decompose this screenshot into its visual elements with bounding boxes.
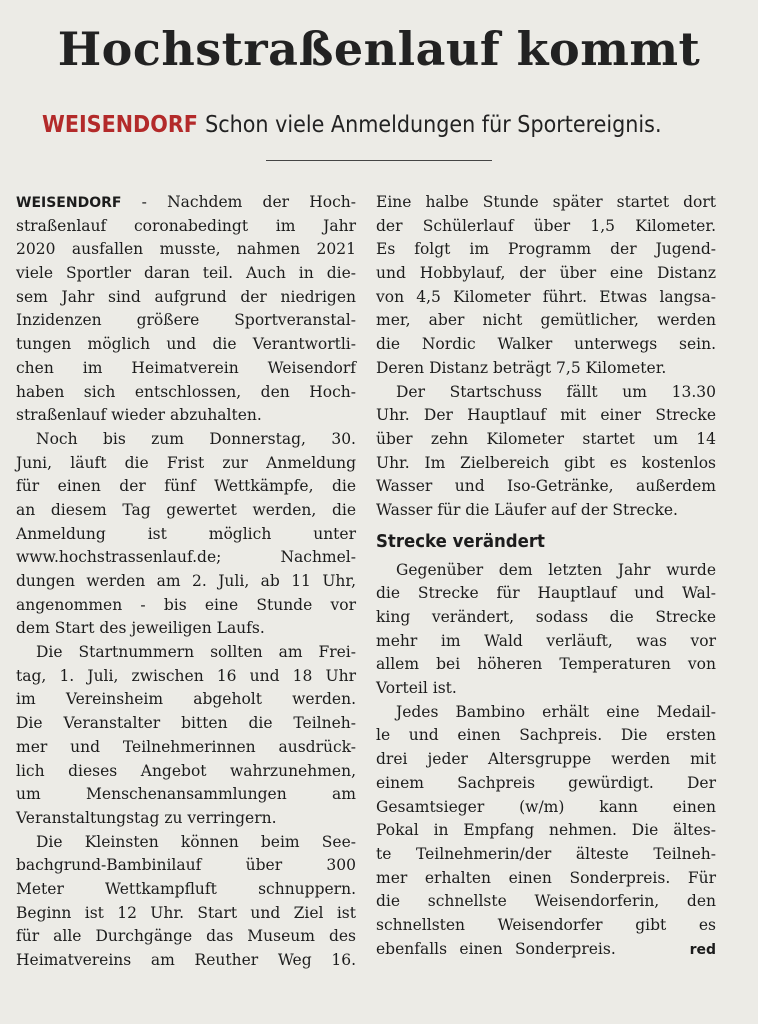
left-column (16, 191, 356, 973)
text-line (376, 938, 716, 962)
headline: Hochstraßenlauf kommt (57, 22, 701, 76)
subtitle: Schon viele Anmeldungen für Sportereignis. (205, 112, 662, 138)
text-line: Der Startschuss fällt um 13.30 (396, 382, 716, 401)
text-line: die Strecke für Hauptlauf und Wal- (376, 584, 716, 603)
text-line: Deren Distanz beträgt 7,5 Kilometer. (376, 358, 667, 377)
text-line: Beginn ist 12 Uhr. Start und Ziel ist (16, 903, 356, 922)
text-line: Vorteil ist. (376, 679, 457, 698)
text-line: Heimatvereins am Reuther Weg 16. (16, 951, 356, 969)
text-line: um Menschenansammlungen am (16, 785, 356, 804)
text-line: Die Veranstalter bitten die Teilneh- (16, 714, 356, 733)
author-signature: red (689, 941, 717, 958)
text-line: chen im Heimatverein Weisendorf (16, 358, 356, 377)
divider-rule (266, 160, 492, 161)
text-line: Die Kleinsten können beim See- (36, 832, 356, 851)
text-line-content: ebenfalls einen Sonderpreis. (376, 939, 616, 958)
text-line: Gesamtsieger (w/m) kann einen (376, 797, 716, 816)
text-line: für alle Durchgänge das Museum des (16, 927, 356, 946)
text-line (16, 191, 356, 215)
dateline: WEISENDORF (16, 195, 122, 211)
text-line: Uhr. Der Hauptlauf mit einer Strecke (376, 406, 716, 425)
text-line: Veranstaltungstag zu verringern. (16, 808, 277, 827)
text-line: mer erhalten einen Sonderpreis. Für (376, 868, 716, 887)
text-line: king verändert, sodass die Strecke (376, 608, 716, 626)
right-column (376, 191, 716, 961)
text-line: angenommen - bis eine Stunde vor (16, 595, 356, 614)
text-line: drei jeder Altersgruppe werden mit (376, 750, 716, 769)
text-line: und Hobbylauf, der über eine Distanz (376, 264, 716, 283)
text-line: der Schülerlauf über 1,5 Kilometer. (376, 216, 716, 235)
text-line: im Vereinsheim abgeholt werden. (16, 690, 356, 709)
subline (42, 112, 672, 138)
text-line: von 4,5 Kilometer führt. Etwas langsa- (376, 287, 716, 306)
text-line: für einen der fünf Wettkämpfe, die (16, 477, 356, 496)
text-line: sem Jahr sind aufgrund der niedrigen (16, 287, 356, 306)
text-line: allem bei höheren Temperaturen von (376, 655, 716, 674)
text-line: lich dieses Angebot wahrzunehmen, (16, 761, 356, 780)
text-line: an diesem Tag gewertet werden, die (16, 500, 356, 519)
text-line: die Nordic Walker unterwegs sein. (376, 335, 716, 354)
text-line: Juni, läuft die Frist zur Anmeldung (16, 453, 356, 472)
text-line: tungen möglich und die Verantwortli- (16, 335, 356, 354)
text-line: Die Startnummern sollten am Frei- (36, 643, 356, 662)
text-line: tag, 1. Juli, zwischen 16 und 18 Uhr (16, 666, 356, 685)
section-subheading: Strecke verändert (376, 530, 545, 552)
text-line: le und einen Sachpreis. Die ersten (376, 726, 716, 745)
text-line: Anmeldung ist möglich unter (16, 524, 356, 543)
text-line: 2020 ausfallen musste, nahmen 2021 (16, 240, 356, 259)
text-line: te Teilnehmerin/der älteste Teilneh- (376, 844, 716, 863)
text-line: Pokal in Empfang nehmen. Die ältes- (376, 821, 716, 840)
text-line: mer, aber nicht gemütlicher, werden (376, 311, 716, 330)
text-line: www.hochstrassenlauf.de; Nachmel- (16, 548, 356, 567)
kicker: WEISENDORF (42, 112, 198, 138)
text-line: Gegenüber dem letzten Jahr wurde (396, 560, 716, 579)
text-line: schnellsten Weisendorfer gibt es (376, 915, 716, 934)
text-line: haben sich entschlossen, den Hoch- (16, 382, 356, 401)
text-line: mer und Teilnehmerinnen ausdrück- (16, 737, 356, 756)
text-line: Inzidenzen größere Sportveranstal- (16, 311, 356, 330)
text-line: Es folgt im Programm der Jugend- (376, 240, 716, 259)
text-line: über zehn Kilometer startet um 14 (376, 429, 716, 448)
text-line: einem Sachpreis gewürdigt. Der (376, 773, 716, 792)
text-line: Wasser für die Läufer auf der Strecke. (376, 500, 678, 519)
text-line: straßenlauf coronabedingt im Jahr (16, 216, 356, 235)
text-line: bachgrund-Bambinilauf über 300 (16, 856, 356, 875)
text-line: mehr im Wald verläuft, was vor (376, 631, 716, 650)
text-line: Uhr. Im Zielbereich gibt es kostenlos (376, 453, 716, 472)
text-line: Noch bis zum Donnerstag, 30. (36, 429, 356, 448)
text-line-content: - Nachdem der Hoch- (121, 193, 356, 211)
text-line: viele Sportler daran teil. Auch in die- (16, 264, 356, 283)
text-line: Meter Wettkampfluft schnuppern. (16, 879, 356, 898)
text-line: Eine halbe Stunde später startet dort (376, 193, 716, 211)
text-line: straßenlauf wieder abzuhalten. (16, 406, 262, 425)
text-line: Jedes Bambino erhält eine Medail- (396, 702, 716, 721)
text-line: die schnellste Weisendorferin, den (376, 892, 716, 911)
text-line: dem Start des jeweiligen Laufs. (16, 619, 265, 638)
text-line: Wasser und Iso-Getränke, außerdem (376, 477, 716, 496)
text-line: dungen werden am 2. Juli, ab 11 Uhr, (16, 572, 356, 590)
